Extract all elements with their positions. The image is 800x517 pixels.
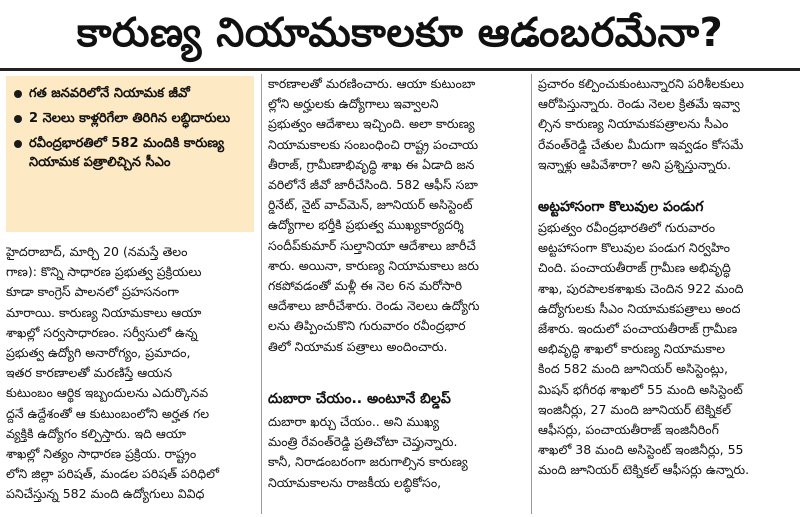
text-line: శాఖల్లో సర్వసాధారణం. సర్వీసులో ఉన్న: [6, 324, 198, 340]
text-line: ప్రభుత్వ ఉద్యోగి అనారోగ్యం, ప్రమాదం,: [6, 345, 191, 361]
text-line: ప్రభుత్వం రవీంద్రభారతిలో గురువారం: [538, 220, 716, 235]
column-divider-2: [531, 74, 532, 514]
highlight-item: [14, 109, 248, 128]
text-line: రేవంత్‌రెడ్డి చేతుల మీదుగా ఇవ్వడం కోసమే: [538, 136, 744, 152]
text-line: ర్డినేట్‌, నైట్‌ వాచ్‌మెన్‌, జూనియర్‌ అసిస్టెంట్‌: [268, 197, 473, 213]
text-line: ద్దనే ఉద్దేశంతో ఆ కుటుంబంలోని అర్హత గల: [6, 405, 210, 421]
text-line: శాఖల్లో నిత్యం సాధారణ ప్రక్రియ. రాష్ట్రం: [6, 446, 197, 462]
highlight-text: రవీంద్రభారతిలో 582 మందికి కారుణ్య నియామక పత్రాలిచ్చిన సీఎం: [29, 136, 225, 170]
text-line: కుటుంబం ఆర్థిక ఇబ్బందులను ఎదుర్కొనవ: [6, 385, 209, 401]
text-line: గాణ): కొన్ని సాధారణ ప్రభుత్వ ప్రక్రియలు: [6, 264, 202, 280]
text-line: శారు. అయినా, కారుణ్య నియామకాలు జరు: [268, 257, 479, 273]
text-line: మంత్రి రేవంత్‌రెడ్డి ప్రతిచోటా చెప్తున్నారు.: [268, 434, 458, 450]
text-line: ఉద్యోగులకు సీఎం నియామకపత్రాలు అంద: [538, 300, 741, 316]
text-line: కింద 582 మంది జూనియర్‌ అసిస్టెంట్లు,: [538, 361, 728, 377]
bullet-icon: [14, 140, 22, 148]
text-line: గకపోవడంతో మళ్లీ ఈ నెల 6న మరోసారి: [268, 278, 463, 294]
text-line: కారణాలతో మరణించారు. ఆయా కుటుంబా: [268, 76, 476, 91]
text-line: ఇన్నాళ్లు ఆపివేశారా? అని ప్రశ్నిస్తున్నారు.: [538, 156, 732, 172]
highlight-item: [14, 84, 248, 103]
column-1-body: [6, 242, 254, 505]
text-line: శాఖలో 38 మంది అసిస్టెంట్‌ ఇంజినీర్లు, 55: [538, 442, 744, 458]
text-line: తిలో నియామక పత్రాలు అందించారు.: [268, 338, 448, 354]
column-2-body-continued: [268, 412, 526, 493]
bullet-icon: [14, 90, 22, 98]
text-line: వరిలోనే జీవో జారీచేసింది. 582 ఆఫీస్‌ సబా: [268, 177, 478, 193]
text-line: ప్రభుత్వం ఆదేశాలు ఇచ్చింది. అలా కారుణ్య: [268, 116, 475, 132]
column-2-body: [268, 74, 526, 357]
text-line: తీరాజ్‌, గ్రామీణాభివృద్ధి శాఖ ఈ ఏడాది జన: [268, 156, 475, 172]
text-line: ల్లోని అర్హులకు ఉద్యోగాలు ఇవ్వాలని: [268, 96, 439, 112]
text-line: జేశారు. ఇందులో పంచాయతీరాజ్‌ గ్రామీణ: [538, 321, 738, 337]
column-divider-1: [261, 74, 262, 514]
text-line: మిషన్‌ భగీరథ శాఖలో 55 మంది అసిస్టెంట్‌: [538, 381, 743, 397]
text-line: మారాయి. కారుణ్య నియామకాలు ఆయా: [6, 304, 202, 320]
text-line: వ్యక్తికి ఉద్యోగం కల్పిస్తారు. ఇది ఆయా: [6, 425, 186, 441]
headline-rule: [0, 68, 800, 71]
text-line: అభివృద్ధి శాఖలో కారుణ్య నియామకాల: [538, 341, 726, 357]
highlight-item: [14, 134, 248, 172]
text-line: ఇంజినీర్లు, 27 మంది జూనియర్‌ టెక్నికల్‌: [538, 401, 731, 417]
text-line: ఆరోపిస్తున్నారు. రెండు నెలల క్రితమే ఇవ్వా: [538, 96, 740, 112]
bullet-icon: [14, 115, 22, 123]
text-line: ఇతర కారణాలతో మరణిస్తే ఆయన: [6, 365, 173, 381]
column-3-body: [538, 74, 794, 175]
text-line: ల్సిన కారుణ్య నియామకపత్రాలను సీఎం: [538, 116, 729, 132]
text-line: నియామకాలకు సంబంధించి రాష్ట్ర పంచాయ: [268, 136, 479, 152]
highlight-text: గత జనవరిలోనే నియామక జీవో: [29, 86, 190, 101]
text-line: ఆదేశాలు జారీచేశారు. రెండు నెలలు ఉద్యోగు: [268, 298, 480, 314]
text-line: చింది. పంచాయతీరాజ్‌ గ్రామీణ అభివృద్ధి: [538, 260, 731, 276]
text-line: నియామకాలను రాజకీయ లబ్ధికోసం,: [268, 474, 442, 490]
column-3-subheading: [538, 196, 794, 218]
text-line: లను తిప్పించుకొని గురువారం రవీంద్రభార: [268, 318, 466, 334]
highlight-text: 2 నెలలు కాళ్లరిగేలా తిరిగిన లబ్ధిదారులు: [29, 111, 231, 126]
text-line: కూడా కాంగ్రెస్‌ పాలనలో ప్రహసనంగా: [6, 284, 179, 300]
text-line: లోని జిల్లా పరిషత్‌, మండల పరిషత్‌ పరిధిలో: [6, 466, 219, 482]
text-line: ఆఫీసర్లు, పంచాయతీరాజ్‌ ఇంజినీరింగ్‌: [538, 422, 719, 438]
text-line: దుబారా ఖర్చు చేయం.. అని ముఖ్య: [268, 414, 440, 429]
text-line: కానీ, నిరాడంబరంగా జరుగాల్సిన కారుణ్య: [268, 454, 468, 470]
subheading: అట్టహాసంగా కొలువుల పండుగ: [538, 199, 704, 215]
highlights-box: [6, 76, 254, 232]
text-line: ప్రచారం కల్పించుకుంటున్నారని పరిశీలకులు: [538, 76, 744, 91]
column-3-body-continued: [538, 218, 794, 481]
subheading: దుబారా చేయం.. అంటూనే బిల్డప్‌: [268, 391, 451, 407]
text-line: పనిచేస్తున్న 582 మంది ఉద్యోగులు వివిధ: [6, 486, 205, 502]
text-line: సందీప్‌కుమార్‌ సుల్తానియా ఆదేశాలు జారీచే: [268, 237, 476, 253]
column-2-subheading: [268, 388, 526, 410]
headline: కారుణ్య నియామకాలకూ ఆడంబరమేనా?: [76, 10, 724, 56]
text-line: అట్టహాసంగా కొలువుల పండుగ నిర్వహిం: [538, 240, 730, 256]
text-line: ఉద్యోగాల భర్తీకి ప్రభుత్వ ముఖ్యకార్యదర్శి: [268, 217, 464, 233]
text-line: హైదరాబాద్‌, మార్చి 20 (నమస్తే తెలం: [6, 244, 188, 259]
text-line: శాఖ, పురపాలకశాఖకు చెందిన 922 మంది: [538, 280, 744, 296]
text-line: మంది జూనియర్‌ టెక్నికల్‌ ఆఫీసర్లు ఉన్నారు.: [538, 462, 750, 478]
